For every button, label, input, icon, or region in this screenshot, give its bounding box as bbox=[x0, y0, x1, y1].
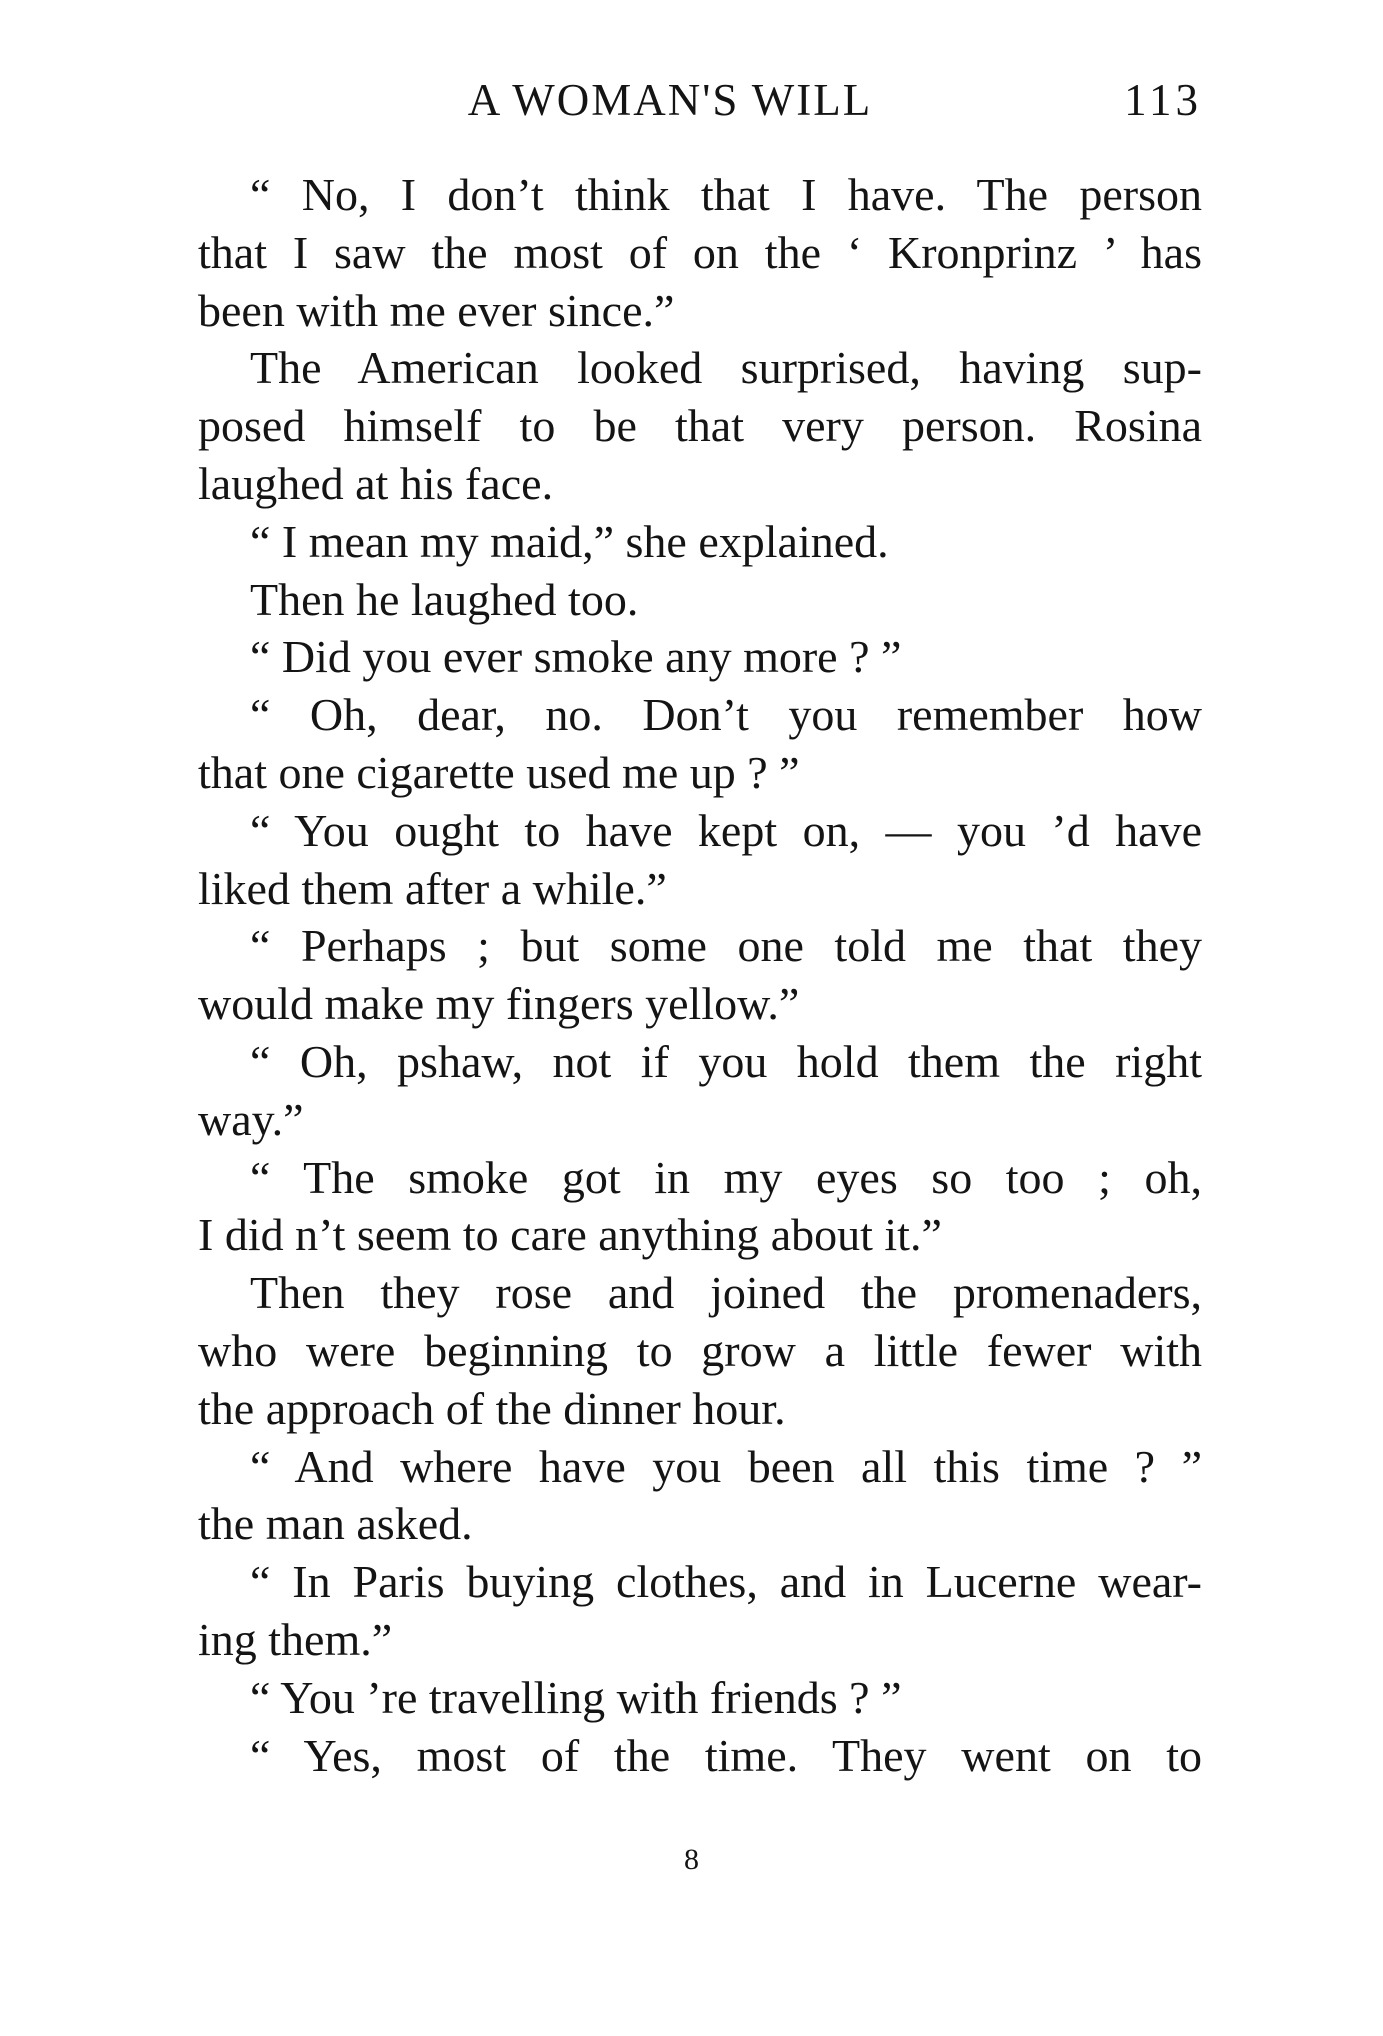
text-line: “ Did you ever smoke any more ? ” bbox=[250, 631, 902, 683]
text-line: who were beginning to grow a little fewer with bbox=[198, 1324, 1202, 1376]
text-line: “ Perhaps ; but some one told me that they bbox=[250, 920, 1202, 972]
running-title: A WOMAN'S WILL bbox=[467, 75, 873, 125]
text-line: I did n’t seem to care anything about it.” bbox=[198, 1209, 942, 1261]
text-line: that I saw the most of on the ‘ Kronprinz ’ has bbox=[198, 226, 1202, 278]
text-line: would make my fingers yellow.” bbox=[198, 978, 800, 1030]
text-line: “ Yes, most of the time. They went on to bbox=[250, 1729, 1202, 1781]
text-line: laughed at his face. bbox=[198, 457, 554, 509]
body-text bbox=[198, 166, 1202, 1784]
text-line: “ I mean my maid,” she explained. bbox=[250, 515, 889, 567]
text-line: the man asked. bbox=[198, 1498, 473, 1550]
text-line: “ You ought to have kept on, — you ’d have bbox=[250, 804, 1202, 856]
text-line: “ And where have you been all this time ? ” bbox=[250, 1440, 1202, 1492]
running-head bbox=[198, 74, 1202, 134]
text-line: that one cigarette used me up ? ” bbox=[198, 746, 800, 798]
text-line: posed himself to be that very person. Rosina bbox=[198, 400, 1202, 452]
text-line: “ No, I don’t think that I have. The person bbox=[250, 169, 1202, 220]
text-line: The American looked surprised, having sup- bbox=[250, 342, 1202, 394]
text-line: been with me ever since.” bbox=[198, 284, 675, 336]
text-line: way.” bbox=[198, 1093, 304, 1145]
text-line: “ Oh, dear, no. Don’t you remember how bbox=[250, 689, 1202, 741]
text-line: ing them.” bbox=[198, 1613, 393, 1665]
page-number: 113 bbox=[1124, 75, 1202, 125]
text-line: “ Oh, pshaw, not if you hold them the right bbox=[250, 1035, 1202, 1087]
text-line: “ The smoke got in my eyes so too ; oh, bbox=[250, 1151, 1202, 1203]
text-line: “ You ’re travelling with friends ? ” bbox=[250, 1671, 902, 1723]
text-line: “ In Paris buying clothes, and in Lucerne wear- bbox=[250, 1556, 1202, 1608]
text-line: liked them after a while.” bbox=[198, 862, 667, 914]
text-line: the approach of the dinner hour. bbox=[198, 1382, 786, 1434]
signature-mark: 8 bbox=[684, 1843, 699, 1876]
text-line: Then he laughed too. bbox=[250, 573, 639, 625]
text-line: Then they rose and joined the promenaders, bbox=[250, 1267, 1202, 1319]
